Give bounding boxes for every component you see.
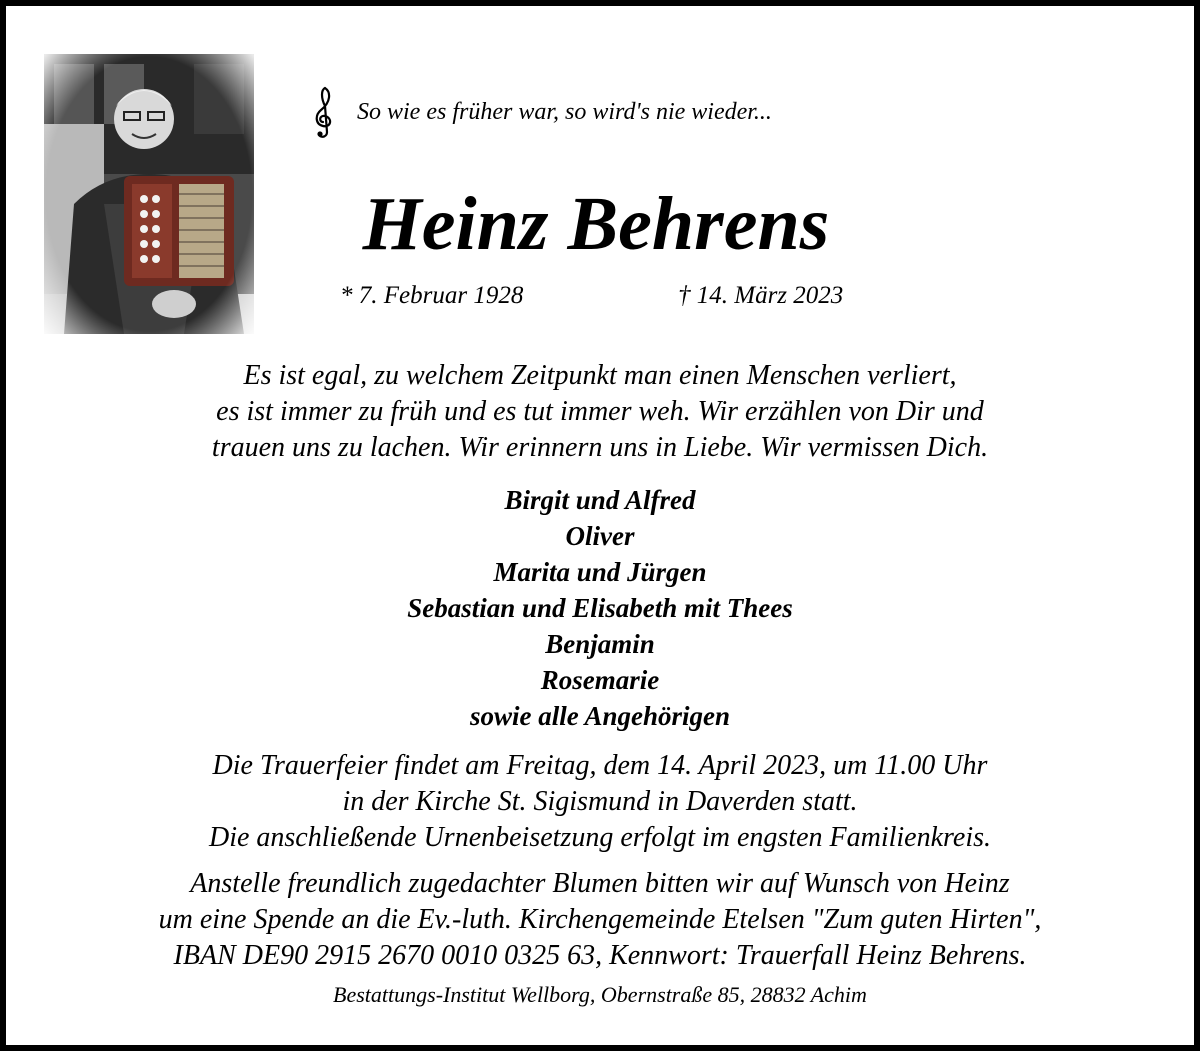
family-member: sowie alle Angehörigen [469, 701, 731, 731]
quote-line [311, 84, 772, 140]
service-info [6, 748, 1194, 856]
poem-line: trauen uns zu lachen. Wir erinnern uns in Liebe. Wir vermissen Dich. [211, 432, 989, 463]
poem-line: Es ist egal, zu welchem Zeitpunkt man einen Menschen verliert, [243, 360, 957, 391]
service-line: Die anschließende Urnenbeisetzung erfolgt im engsten Familienkreis. [208, 822, 992, 853]
treble-clef-icon [311, 84, 337, 140]
funeral-home-footer: Bestattungs-Institut Wellborg, Obernstraße 85, 28832 Achim [333, 982, 867, 1007]
family-list [6, 482, 1194, 734]
deceased-name: Heinz Behrens [362, 182, 830, 266]
family-member: Marita und Jürgen [493, 557, 707, 587]
family-member: Rosemarie [540, 665, 660, 695]
donation-line: Anstelle freundlich zugedachter Blumen bitten wir auf Wunsch von Heinz [190, 868, 1010, 899]
death-date: † 14. März 2023 [678, 282, 844, 309]
donation-line: IBAN DE90 2915 2670 0010 0325 63, Kennwort: Trauerfall Heinz Behrens. [173, 940, 1027, 971]
family-member: Benjamin [545, 629, 655, 659]
birth-date: * 7. Februar 1928 [340, 282, 524, 309]
donation-line: um eine Spende an die Ev.-luth. Kirchengemeinde Etelsen "Zum guten Hirten", [158, 904, 1042, 935]
poem-text [6, 358, 1194, 466]
quote-text: So wie es früher war, so wird's nie wieder... [357, 98, 772, 125]
poem-line: es ist immer zu früh und es tut immer weh. Wir erzählen von Dir und [216, 396, 984, 427]
service-line: Die Trauerfeier findet am Freitag, dem 14. April 2023, um 11.00 Uhr [212, 750, 988, 781]
family-member: Oliver [565, 521, 635, 551]
donation-info [6, 866, 1194, 974]
family-member: Birgit und Alfred [504, 485, 696, 515]
service-line: in der Kirche St. Sigismund in Daverden statt. [342, 786, 858, 817]
portrait-photo [44, 54, 254, 334]
family-member: Sebastian und Elisabeth mit Thees [407, 593, 793, 623]
